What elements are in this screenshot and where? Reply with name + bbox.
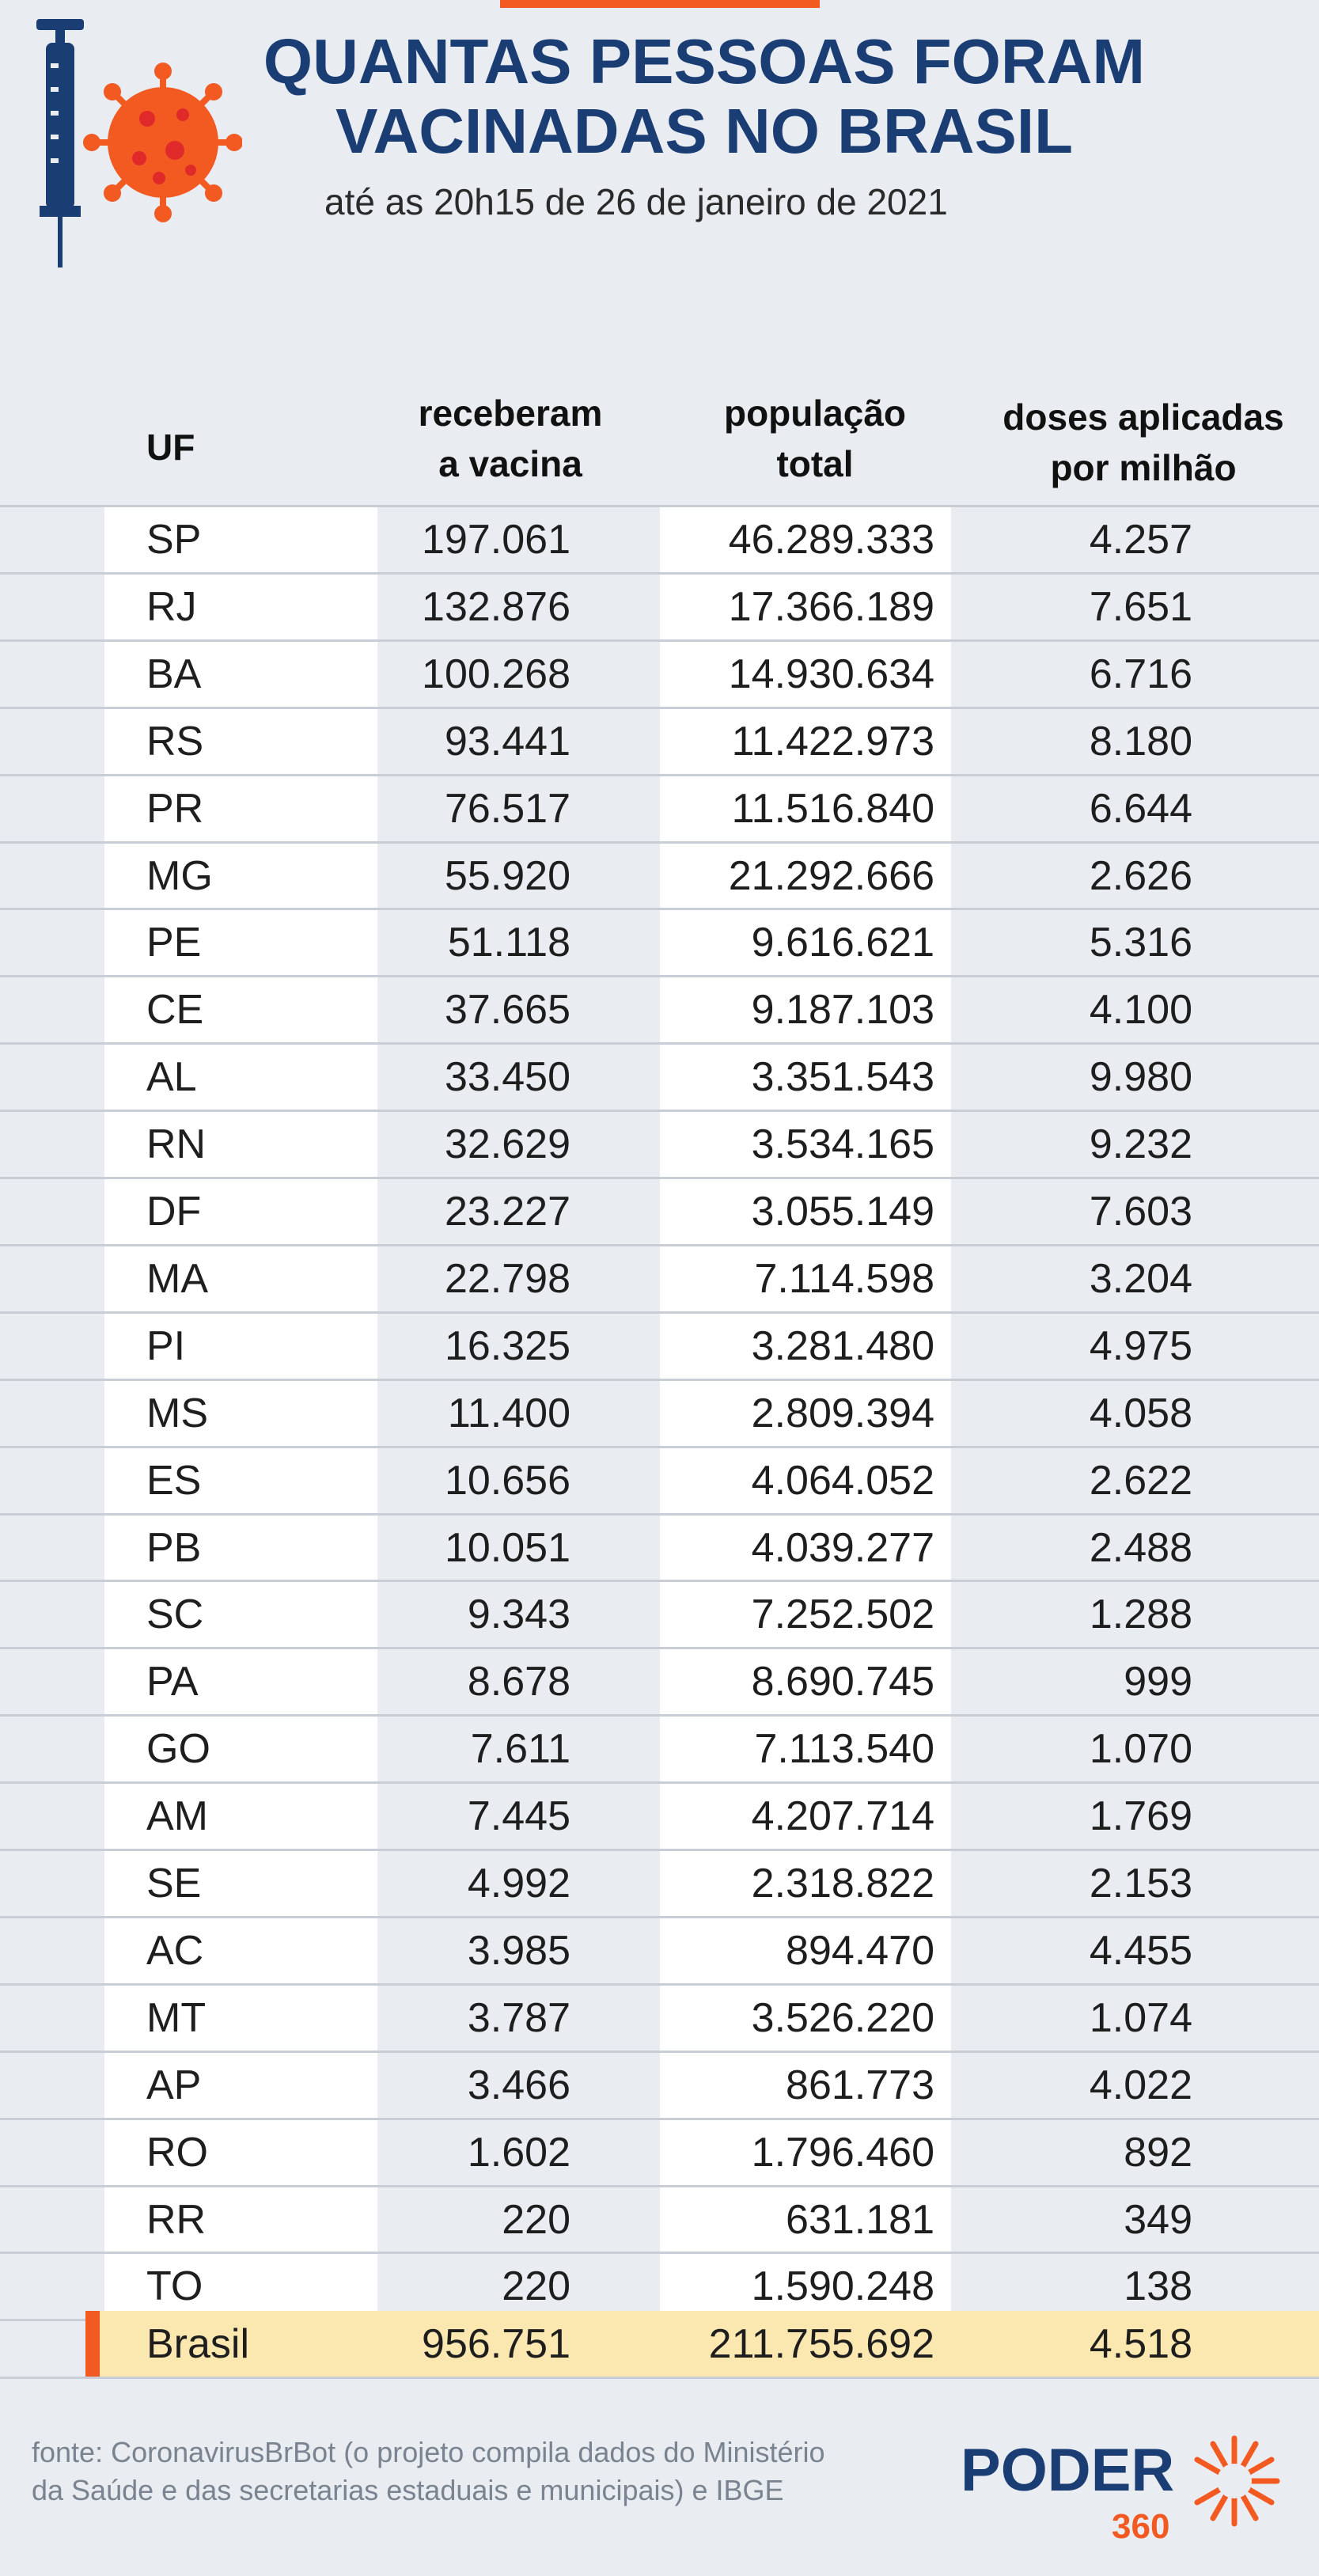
cell-population: 9.187.103 [751, 987, 934, 1033]
cell-received: 22.798 [444, 1256, 570, 1302]
cell-received: 55.920 [444, 853, 570, 899]
cell-uf: PE [146, 920, 202, 966]
cell-received: 51.118 [447, 920, 570, 966]
header-doses [981, 392, 1306, 493]
cell-uf: SP [146, 517, 202, 563]
cell-population: 14.930.634 [728, 651, 934, 697]
cell-received: 3.985 [467, 1928, 570, 1974]
header-uf: UF [146, 427, 195, 468]
source-line-2: da Saúde e das secretarias estaduais e municipais) e IBGE [32, 2474, 784, 2506]
cell-uf: TO [146, 2263, 203, 2309]
cell-doses: 6.716 [1089, 651, 1192, 697]
cell-uf: AL [146, 1054, 197, 1100]
cell-received: 220 [502, 2263, 570, 2309]
cell-uf: MS [146, 1390, 208, 1436]
cell-uf: CE [146, 987, 204, 1033]
cell-population: 4.207.714 [751, 1793, 934, 1839]
subtitle: até as 20h15 de 26 de janeiro de 2021 [324, 181, 948, 222]
total-received: 956.751 [422, 2321, 570, 2367]
cell-received: 32.629 [444, 1121, 570, 1167]
cell-population: 3.055.149 [751, 1189, 934, 1235]
cell-population: 4.064.052 [751, 1458, 934, 1504]
cell-population: 894.470 [786, 1928, 934, 1974]
cell-uf: MT [146, 1995, 207, 2041]
cell-received: 33.450 [444, 1054, 570, 1100]
cell-doses: 2.622 [1089, 1458, 1192, 1504]
cell-uf: GO [146, 1726, 210, 1772]
cell-uf: AP [146, 2062, 202, 2108]
cell-doses: 9.980 [1089, 1054, 1192, 1100]
total-population: 211.755.692 [708, 2321, 934, 2367]
cell-population: 7.252.502 [751, 1592, 934, 1637]
cell-uf: RN [146, 1121, 207, 1167]
cell-uf: AM [146, 1793, 208, 1839]
cell-doses: 892 [1124, 2130, 1192, 2176]
total-row-marker [85, 2311, 100, 2377]
cell-doses: 1.074 [1089, 1995, 1192, 2041]
cell-doses: 1.288 [1089, 1592, 1192, 1637]
table-header [0, 388, 1319, 506]
cell-uf: MG [146, 853, 213, 899]
cell-population: 11.422.973 [731, 719, 934, 764]
cell-uf: ES [146, 1458, 202, 1504]
row-divider [0, 2377, 1319, 2379]
cell-received: 132.876 [422, 584, 570, 630]
cell-population: 2.318.822 [751, 1861, 934, 1906]
cell-doses: 138 [1124, 2263, 1192, 2309]
header-doses-line-2: por milhão [1050, 447, 1237, 488]
cell-uf: AC [146, 1928, 204, 1974]
cell-received: 23.227 [444, 1189, 570, 1235]
source-note [32, 2434, 918, 2510]
cell-doses: 3.204 [1089, 1256, 1192, 1302]
cell-population: 1.796.460 [751, 2130, 934, 2176]
cell-population: 17.366.189 [728, 584, 934, 630]
cell-doses: 8.180 [1089, 719, 1192, 764]
cell-received: 11.400 [447, 1390, 570, 1436]
cell-received: 197.061 [422, 517, 570, 563]
cell-doses: 4.022 [1089, 2062, 1192, 2108]
total-doses: 4.518 [1089, 2321, 1192, 2367]
cell-received: 93.441 [444, 719, 570, 764]
cell-received: 7.611 [470, 1726, 570, 1772]
cell-received: 76.517 [444, 786, 570, 832]
cell-doses: 2.488 [1089, 1525, 1192, 1571]
cell-uf: BA [146, 651, 202, 697]
cell-uf: PR [146, 786, 204, 832]
cell-received: 10.051 [444, 1525, 570, 1571]
cell-uf: RJ [146, 584, 197, 630]
cell-population: 3.281.480 [751, 1323, 934, 1369]
cell-population: 7.113.540 [754, 1726, 934, 1772]
cell-population: 3.534.165 [751, 1121, 934, 1167]
cell-population: 631.181 [786, 2197, 934, 2243]
cell-uf: SE [146, 1861, 202, 1906]
cell-received: 7.445 [467, 1793, 570, 1839]
cell-population: 9.616.621 [751, 920, 934, 966]
column-bg-uf [104, 506, 377, 2311]
logo-text: PODER [961, 2437, 1175, 2504]
cell-uf: MA [146, 1256, 208, 1302]
cell-population: 8.690.745 [751, 1659, 934, 1705]
cell-population: 7.114.598 [754, 1256, 934, 1302]
header-received-line-1: receberam [418, 393, 603, 434]
cell-received: 8.678 [467, 1659, 570, 1705]
cell-received: 220 [502, 2197, 570, 2243]
cell-population: 1.590.248 [751, 2263, 934, 2309]
cell-doses: 2.153 [1089, 1861, 1192, 1906]
cell-doses: 1.070 [1089, 1726, 1192, 1772]
cell-doses: 6.644 [1089, 786, 1192, 832]
cell-population: 21.292.666 [728, 853, 934, 899]
header-received [372, 388, 649, 489]
cell-population: 861.773 [786, 2062, 934, 2108]
cell-doses: 4.455 [1089, 1928, 1192, 1974]
cell-uf: PI [146, 1323, 186, 1369]
cell-doses: 4.100 [1089, 987, 1192, 1033]
cell-doses: 4.975 [1089, 1323, 1192, 1369]
cell-received: 37.665 [444, 987, 570, 1033]
cell-doses: 2.626 [1089, 853, 1192, 899]
cell-doses: 4.058 [1089, 1390, 1192, 1436]
cell-population: 46.289.333 [728, 517, 934, 563]
cell-uf: PA [146, 1659, 199, 1705]
title-line-2: VACINADAS NO BRASIL [335, 96, 1073, 166]
header-population-line-2: total [776, 443, 854, 484]
cell-population: 4.039.277 [751, 1525, 934, 1571]
logo-number: 360 [1112, 2507, 1170, 2544]
cell-received: 3.787 [467, 1995, 570, 2041]
cell-doses: 7.603 [1089, 1189, 1192, 1235]
cell-received: 10.656 [444, 1458, 570, 1504]
cell-uf: PB [146, 1525, 202, 1571]
cell-uf: RO [146, 2130, 208, 2176]
cell-doses: 349 [1124, 2197, 1192, 2243]
header-doses-line-1: doses aplicadas [1003, 396, 1284, 438]
top-accent-bar [500, 0, 820, 8]
cell-received: 9.343 [467, 1592, 570, 1637]
cell-uf: SC [146, 1592, 204, 1637]
cell-uf: RS [146, 719, 204, 764]
header-received-line-2: a vacina [438, 443, 582, 484]
header-population [680, 388, 949, 489]
cell-received: 100.268 [422, 651, 570, 697]
cell-received: 3.466 [467, 2062, 570, 2108]
cell-doses: 1.769 [1089, 1793, 1192, 1839]
cell-doses: 9.232 [1089, 1121, 1192, 1167]
cell-uf: RR [146, 2197, 207, 2243]
cell-doses: 7.651 [1089, 584, 1192, 630]
header-population-line-1: população [723, 393, 907, 434]
title-line-1: QUANTAS PESSOAS FORAM [263, 26, 1146, 97]
cell-doses: 999 [1124, 1659, 1192, 1705]
source-line-1: fonte: CoronavirusBrBot (o projeto compila dados do Ministério [32, 2436, 825, 2468]
cell-population: 3.351.543 [751, 1054, 934, 1100]
page-title [229, 27, 1179, 166]
cell-uf: DF [146, 1189, 202, 1235]
cell-population: 2.809.394 [751, 1390, 934, 1436]
cell-population: 11.516.840 [731, 786, 934, 832]
cell-doses: 5.316 [1089, 920, 1192, 966]
cell-population: 3.526.220 [751, 1995, 934, 2041]
cell-received: 1.602 [467, 2130, 570, 2176]
cell-received: 16.325 [444, 1323, 570, 1369]
total-uf: Brasil [146, 2321, 250, 2367]
cell-doses: 4.257 [1089, 517, 1192, 563]
cell-received: 4.992 [467, 1861, 570, 1906]
vaccine-virus-icon [28, 16, 242, 269]
poder360-logo [957, 2434, 1290, 2544]
